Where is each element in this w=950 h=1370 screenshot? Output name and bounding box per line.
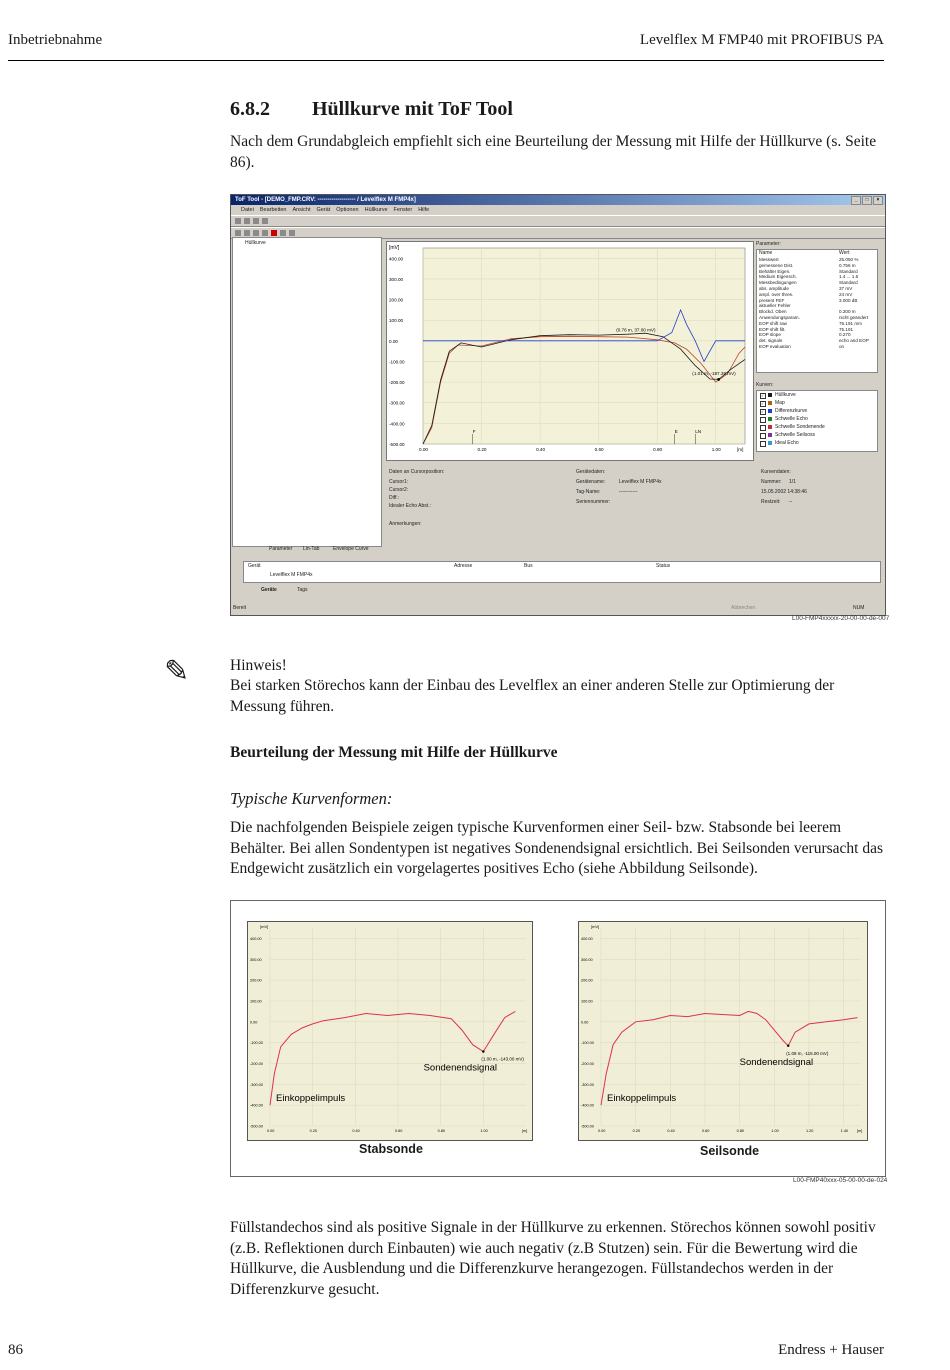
curve-name: Schwelle Echo — [775, 416, 808, 422]
section-title: Hüllkurve mit ToF Tool — [312, 98, 513, 120]
probe-curves-figure — [230, 900, 886, 1177]
param-value: Standard — [839, 268, 858, 274]
menu-item-fenster[interactable]: Fenster — [393, 207, 413, 213]
y-unit-label: [mV] — [389, 245, 400, 251]
cursor-row: Idealer Echo Abst.: — [389, 503, 431, 509]
curve-color-swatch — [768, 425, 772, 429]
y-tick-label: -500.00 — [581, 1124, 594, 1129]
x-tick-label: 0.80 — [736, 1129, 745, 1133]
param-table — [756, 249, 878, 373]
list-head-bus: Bus — [524, 563, 533, 569]
y-tick-label: -100.00 — [581, 1041, 594, 1046]
curve-checkbox — [760, 433, 766, 439]
tree-item-huellkurve[interactable]: Hüllkurve — [245, 240, 266, 246]
marker-label: E — [674, 429, 678, 434]
curve-data-value: 1/1 — [789, 479, 796, 485]
cursor1-annotation: (0.76 m, 37.00 mV) — [616, 327, 656, 333]
window-titlebar — [231, 195, 885, 205]
curve-name: Ideal Echo — [775, 440, 799, 446]
running-header-left: Inbetriebnahme — [8, 32, 103, 48]
param-name: present FEF — [759, 297, 785, 303]
device-list — [243, 561, 881, 583]
end-coordinate: (1.08 m, -115.00 mV) — [786, 1050, 829, 1056]
pencil-icon: ✎ — [164, 654, 190, 689]
last-icon[interactable] — [262, 230, 268, 236]
param-value: 75.191 mm — [839, 320, 862, 326]
tof-tool-screenshot — [230, 194, 886, 616]
curve-color-swatch — [768, 417, 772, 421]
x-tick-label: 1.20 — [806, 1129, 814, 1133]
y-tick-label: -200.00 — [389, 380, 405, 386]
header-rule — [8, 60, 884, 61]
num-indicator: NUM — [853, 605, 865, 611]
curve-checkbox: ✓ — [761, 393, 765, 398]
y-tick-label: 200.00 — [389, 297, 404, 303]
param-name: ampl. over thres. — [759, 291, 794, 297]
y-tick-label: -400.00 — [250, 1103, 263, 1108]
x-tick-label: 0.40 — [536, 447, 546, 452]
x-tick-label: 0.20 — [309, 1129, 318, 1133]
seilsonde-chart — [579, 922, 867, 1140]
tree-panel — [232, 237, 382, 547]
y-tick-label: 400.00 — [389, 256, 404, 262]
curve-color-swatch — [768, 393, 772, 397]
envelope-curve — [270, 1011, 515, 1105]
param-value: 1.4 ... 1.6 — [839, 274, 859, 280]
y-tick-label: 300.00 — [250, 957, 262, 962]
menu-item-datei[interactable]: Datei — [241, 207, 254, 213]
curves-title: Kurven: — [756, 382, 774, 388]
curve-name: Schwelle Seilsoss — [775, 432, 816, 438]
coupling-label: Einkoppelimpuls — [607, 1092, 677, 1104]
status-text: Bereit — [233, 605, 247, 611]
curve-data-value: -- — [789, 499, 793, 505]
stop-icon[interactable] — [280, 230, 286, 236]
help-icon[interactable] — [262, 218, 268, 224]
y-unit-label: [mV] — [591, 924, 600, 929]
plot-area — [423, 248, 745, 444]
envelope-chart — [387, 242, 753, 460]
list-head-status: Status — [656, 563, 671, 569]
y-tick-label: 400.00 — [250, 936, 262, 941]
param-head-value: Wert — [839, 250, 850, 256]
curve-checkbox — [760, 441, 766, 447]
end-signal-label: Sondenendsignal — [739, 1056, 814, 1068]
x-tick-label: 0.20 — [632, 1129, 641, 1133]
cursor2-point — [717, 378, 720, 381]
italic-heading: Typische Kurvenformen: — [230, 789, 393, 808]
curve-color-swatch — [768, 433, 772, 437]
maximize-icon[interactable]: □ — [862, 196, 872, 205]
print-icon[interactable] — [253, 218, 259, 224]
seilsonde-label: Seilsonde — [700, 1144, 760, 1158]
y-tick-label: 100.00 — [389, 318, 404, 324]
stabsonde-label: Stabsonde — [359, 1142, 423, 1156]
x-tick-label: 0.60 — [594, 447, 604, 452]
tab-envelope-curve[interactable]: Envelope Curve — [333, 546, 369, 552]
param-value: echo and EOP — [839, 338, 869, 344]
intro-paragraph: Nach dem Grundabgleich empfiehlt sich eine Beurteilung der Messung mit Hilfe der Hüllkurve (s. Seite 86). — [230, 133, 877, 171]
cursor-group-title: Daten an Cursorposition: — [389, 469, 445, 475]
stabsonde-chart — [248, 922, 532, 1140]
y-tick-label: -100.00 — [389, 359, 405, 365]
first-icon[interactable] — [235, 230, 241, 236]
open-icon[interactable] — [235, 218, 241, 224]
section-number: 6.8.2 — [230, 98, 270, 120]
tab-parameter[interactable]: Parameter — [269, 546, 293, 552]
cursor-row: Cursor1: — [389, 479, 409, 485]
curve-name: Hüllkurve — [775, 392, 796, 398]
y-tick-label: 300.00 — [581, 957, 593, 962]
device-value: ----------- — [619, 489, 638, 495]
x-tick-label: 0.00 — [267, 1129, 275, 1133]
zoom-icon[interactable] — [289, 230, 295, 236]
param-name: Behälter Eigen. — [759, 268, 791, 274]
y-unit-label: [mV] — [260, 924, 269, 929]
end-point — [787, 1045, 789, 1047]
param-name: Medium Eigensch. — [759, 274, 797, 280]
list-row-device[interactable]: Levelflex M FMP4x — [270, 572, 313, 578]
paragraph-2: Die nachfolgenden Beispiele zeigen typische Kurvenformen einer Seil- bzw. Stabsonde bei leerem Behälter. Bei allen Sondentypen ist negatives Sondenendsignal ersichtlich. Bei Seilsonden verursacht das Endgewicht zusätzlich ein vorgelagertes positives Echo (siehe Abbildung Seilsonde). — [230, 819, 884, 877]
prev-icon[interactable] — [244, 230, 250, 236]
toolbar-1 — [231, 215, 885, 227]
param-value: 25.050 % — [839, 257, 859, 262]
y-tick-label: -200.00 — [250, 1061, 263, 1066]
y-tick-label: -500.00 — [250, 1124, 263, 1129]
param-value: 24 mV — [839, 291, 853, 297]
cancel-button[interactable]: Abbrechen — [731, 605, 756, 611]
x-tick-label: 0.00 — [598, 1129, 606, 1133]
device-group-title: Gerätedaten: — [576, 469, 606, 475]
param-name: EOP slope — [759, 332, 781, 338]
curve-color-swatch — [768, 441, 772, 445]
x-tick-label: 1.40 — [840, 1129, 849, 1133]
cursor2-annotation: (1.01 m, -187.39 mV) — [692, 370, 736, 376]
page-number: 86 — [8, 1342, 23, 1358]
x-tick-label: 0.00 — [419, 447, 428, 452]
y-tick-label: 300.00 — [389, 276, 404, 282]
param-value: 0.270 — [839, 332, 851, 338]
end-coordinate: (1.00 m, -143.00 mV) — [481, 1056, 524, 1062]
x-tick-label: 0.60 — [395, 1129, 403, 1133]
param-name: Messwert — [759, 257, 779, 262]
cursor-row: Diff.: — [389, 495, 400, 501]
x-unit-label: [m] — [737, 447, 744, 452]
device-label: Tag-Name: — [576, 489, 601, 495]
param-name: gemessene Dist. — [759, 262, 794, 268]
x-tick-label: 1.00 — [480, 1129, 488, 1133]
cursor-row: Cursor2: — [389, 487, 409, 493]
y-tick-label: -300.00 — [581, 1082, 594, 1087]
x-tick-label: 0.80 — [437, 1129, 446, 1133]
param-value: 0.756 m — [839, 262, 856, 268]
menu-item-optionen[interactable]: Optionen — [336, 207, 359, 213]
x-tick-label: 0.40 — [352, 1129, 360, 1133]
param-name: aktueller Fehler — [759, 303, 791, 309]
y-tick-label: -200.00 — [581, 1061, 594, 1066]
marker-label: LN — [695, 429, 702, 434]
y-tick-label: 100.00 — [581, 999, 593, 1004]
curve-checkbox: ✓ — [761, 409, 765, 414]
x-tick-label: 0.20 — [477, 447, 487, 452]
x-tick-label: 1.00 — [771, 1129, 779, 1133]
menu-item-huellkurve[interactable]: Hüllkurve — [364, 207, 388, 213]
section-heading — [230, 98, 513, 121]
envelope-curve — [601, 1011, 858, 1105]
y-tick-label: 0.00 — [250, 1020, 258, 1025]
notes-label: Anmerkungen: — [389, 521, 422, 527]
x-tick-label: 1.00 — [711, 447, 721, 452]
y-tick-label: -400.00 — [581, 1103, 594, 1108]
x-tick-label: 0.60 — [702, 1129, 710, 1133]
figure1-caption: L00-FMP4xxxxx-20-00-00-de-007 — [792, 615, 890, 622]
menu-item-hilfe[interactable]: Hilfe — [418, 207, 430, 213]
save-icon[interactable] — [244, 218, 250, 224]
param-value: 0.200 m — [839, 309, 856, 315]
note-text: Bei starken Störechos kann der Einbau des Levelflex an einer anderen Stelle zur Optimierung der Messung führen. — [230, 677, 835, 715]
curve-checkbox: ✓ — [761, 401, 765, 406]
end-point — [482, 1050, 484, 1052]
list-head-address: Adresse — [454, 563, 473, 569]
stabsonde-plot — [247, 921, 533, 1141]
coupling-label: Einkoppelimpuls — [276, 1092, 346, 1104]
y-tick-label: -400.00 — [389, 421, 405, 427]
param-name: Anwendungsparam. — [759, 315, 800, 320]
curves-list — [756, 390, 878, 452]
end-signal-label: Sondenendsignal — [423, 1062, 498, 1074]
running-header-right: Levelflex M FMP40 mit PROFIBUS PA — [639, 32, 884, 48]
y-tick-label: -100.00 — [250, 1041, 263, 1046]
param-value: 37 mV — [839, 286, 853, 291]
x-unit-label: [m] — [857, 1129, 863, 1133]
y-tick-label: 400.00 — [581, 936, 593, 941]
y-tick-label: 0.00 — [581, 1020, 589, 1025]
x-unit-label: [m] — [522, 1129, 528, 1133]
menu-item-ansicht[interactable]: Ansicht — [292, 207, 311, 213]
y-tick-label: -300.00 — [250, 1082, 263, 1087]
param-name: abs. amplitude — [759, 286, 789, 291]
paragraph-3: Füllstandechos sind als positive Signale in der Hüllkurve zu erkennen. Störechos können sowohl positiv (z.B. Reflektionen durch Einbauten) wie auch negativ (z.B Stutzen) sein. Für die Bewertung wird die Hüllkurve, die Ausblendung und die Differenzkurve herangezogen. Füllstandechos werden in der Differenzkurve gesucht. — [230, 1219, 876, 1298]
param-value: Standard — [839, 280, 858, 286]
menu-item-geraet[interactable]: Gerät — [316, 207, 331, 213]
y-tick-label: -300.00 — [389, 400, 405, 406]
device-label: Gerätename: — [576, 479, 606, 485]
curve-data-label: Nummer: — [761, 479, 782, 485]
param-name: EOP evaluation — [759, 344, 791, 349]
device-value: Levelflex M FMP4x — [619, 479, 662, 485]
menu-item-bearbeiten[interactable]: Bearbeiten — [259, 207, 287, 213]
device-label: Seriennummer: — [576, 499, 611, 505]
tab-lin-tab[interactable]: Lin-Tab — [303, 546, 320, 552]
curve-name: Schwelle Sondenende — [775, 424, 825, 430]
param-value: nicht geändert — [839, 315, 869, 320]
envelope-chart-frame — [386, 241, 754, 461]
param-name: det. signals — [759, 338, 783, 344]
param-value: 3.000 dB — [839, 297, 858, 303]
curve-name: Map — [775, 400, 785, 406]
subsection-heading: Beurteilung der Messung mit Hilfe der Hüllkurve — [230, 744, 558, 761]
y-tick-label: 0.00 — [389, 338, 398, 344]
y-tick-label: 100.00 — [250, 999, 262, 1004]
footer-brand: Endress + Hauser — [778, 1342, 884, 1358]
x-tick-label: 0.40 — [667, 1129, 675, 1133]
param-name: EOP shift raw — [759, 320, 787, 326]
y-tick-label: -500.00 — [389, 442, 405, 447]
curve-checkbox — [760, 425, 766, 431]
tab-tags[interactable]: Tags — [297, 587, 308, 593]
record-icon[interactable] — [271, 230, 277, 236]
figure2-caption: L00-FMP40xxx-05-00-00-de-024 — [793, 1177, 888, 1184]
note-title: Hinweis! — [230, 657, 287, 674]
param-value: 75.191 — [839, 326, 854, 332]
param-name: Messbedingungen — [759, 280, 797, 286]
param-title: Parameter: — [756, 241, 781, 247]
next-icon[interactable] — [253, 230, 259, 236]
param-name: EOP shift filt. — [759, 326, 786, 332]
seilsonde-plot — [578, 921, 868, 1141]
menu-bar — [231, 205, 885, 215]
curve-data-label: Restzeit: — [761, 499, 781, 505]
curve-checkbox — [760, 417, 766, 423]
param-value: on — [839, 344, 845, 349]
minimize-icon[interactable]: _ — [851, 196, 861, 205]
list-head-device: Gerät — [248, 563, 261, 569]
curve-data-title: Kurvendaten: — [761, 469, 791, 475]
curve-data-label: 15.05.2002 14:38:46 — [761, 489, 807, 495]
x-tick-label: 0.80 — [653, 447, 663, 452]
y-tick-label: 200.00 — [250, 978, 262, 983]
curve-name: Differenzkurve — [775, 408, 808, 414]
marker-label: F — [472, 429, 476, 434]
param-name: Blockd. Oben — [759, 309, 787, 315]
param-head-name: Name — [759, 250, 773, 256]
y-tick-label: 200.00 — [581, 978, 593, 983]
curve-color-swatch — [768, 409, 772, 413]
close-icon[interactable]: × — [873, 196, 883, 205]
window-title: ToF Tool - [DEMO_FMP.CRV: ------------------- / Levelflex M FMP4x] — [235, 197, 416, 203]
curve-color-swatch — [768, 401, 772, 405]
tab-geraete[interactable]: Geräte — [261, 587, 277, 593]
